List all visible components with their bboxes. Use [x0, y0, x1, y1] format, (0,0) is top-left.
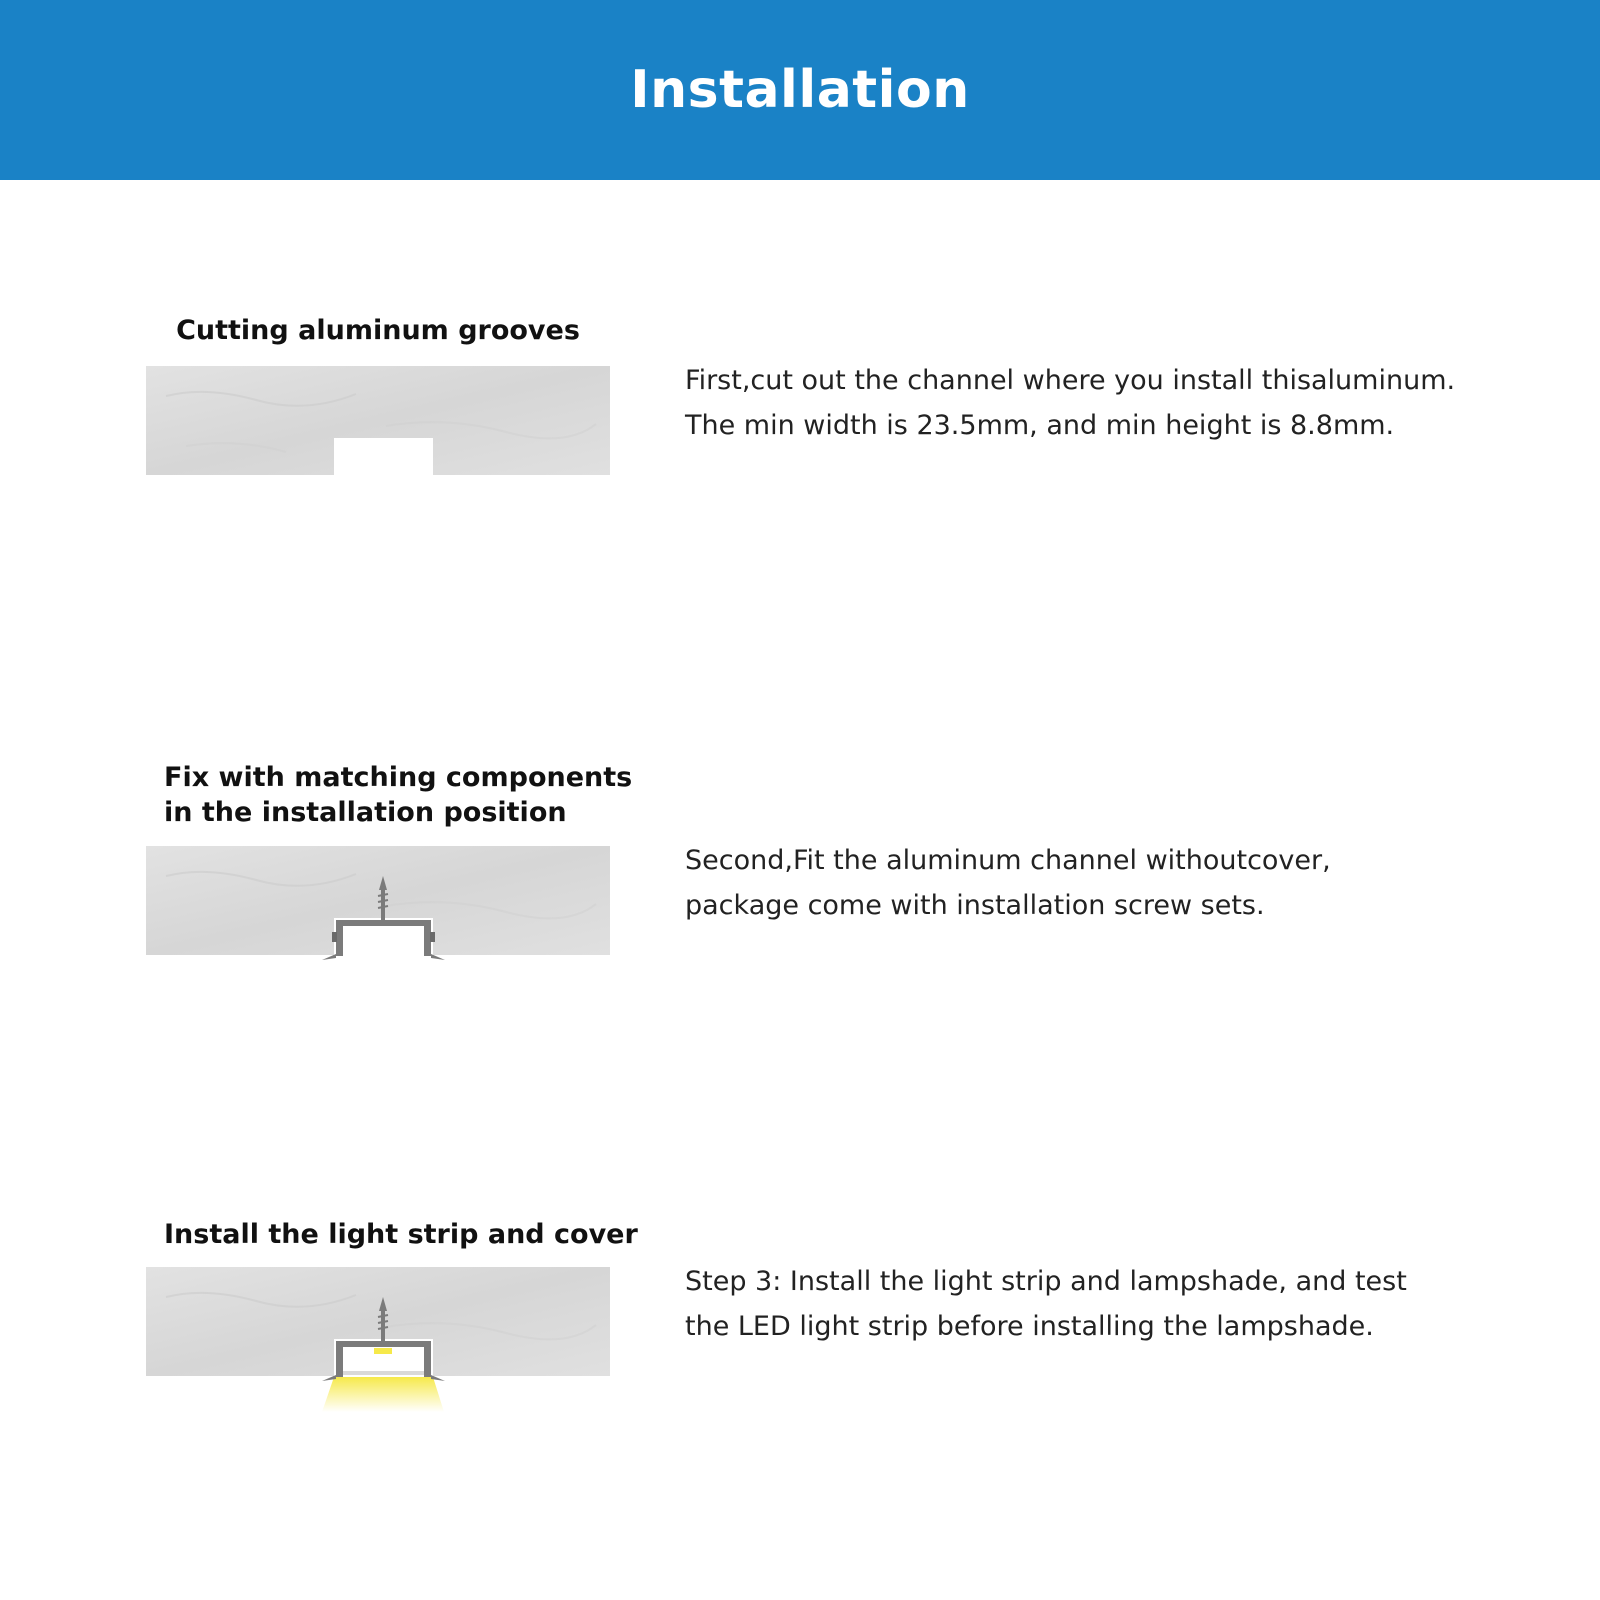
step-3-description — [685, 1259, 1565, 1349]
groove-cutout — [334, 438, 433, 476]
step-2-description-line: package come with installation screw sets. — [685, 890, 1265, 921]
step-2-description-line: Second,Fit the aluminum channel withoutcover, — [685, 845, 1331, 876]
step-1-description-line: First,cut out the channel where you install thisaluminum. — [685, 365, 1456, 396]
step-3-description-line: Step 3: Install the light strip and lampshade, and test — [685, 1266, 1407, 1297]
groove-cut-illustration — [146, 366, 610, 476]
step-2-description — [685, 838, 1565, 928]
light-beam — [322, 1377, 444, 1412]
step-2-title-line: Fix with matching components — [164, 762, 633, 793]
step-1-description-line: The min width is 23.5mm, and min height is 8.8mm. — [685, 410, 1395, 441]
step-1-title-line: Cutting aluminum grooves — [176, 315, 580, 346]
step-2-diagram — [146, 846, 610, 966]
page-title: Installation — [630, 60, 970, 120]
step-3-description-line: the LED light strip before installing the lampshade. — [685, 1311, 1374, 1342]
diffuser-cover — [343, 1371, 424, 1375]
step-2-title — [164, 760, 644, 830]
channel-with-screw-illustration — [146, 846, 610, 966]
led-strip — [374, 1348, 392, 1354]
step-3-diagram — [146, 1267, 610, 1417]
step-3-title — [164, 1217, 644, 1252]
channel-with-light-illustration — [146, 1267, 610, 1417]
step-3-title-line: Install the light strip and cover — [164, 1219, 638, 1250]
step-1-diagram — [146, 366, 610, 476]
step-1-title — [146, 313, 610, 348]
header-banner — [0, 0, 1600, 180]
step-2-title-line: in the installation position — [164, 797, 567, 828]
step-1-description — [685, 358, 1565, 448]
